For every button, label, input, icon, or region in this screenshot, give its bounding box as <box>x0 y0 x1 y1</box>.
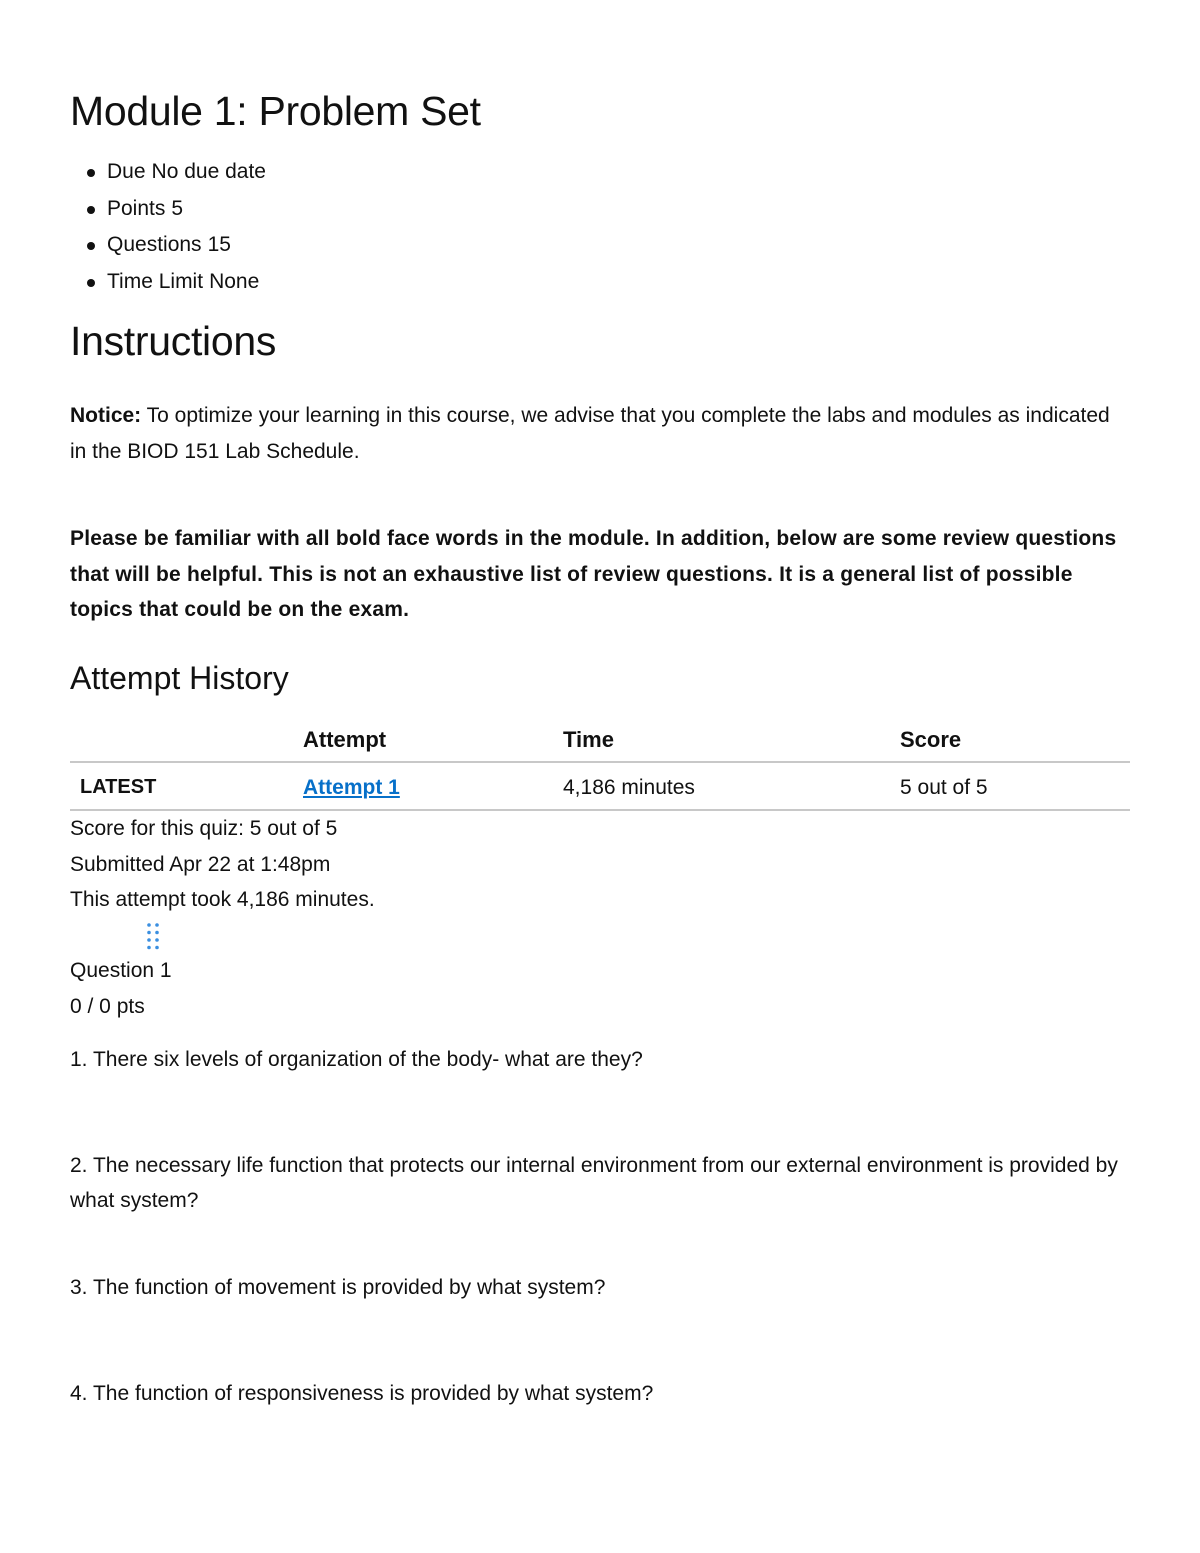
meta-points <box>70 191 266 228</box>
meta-due <box>70 154 266 191</box>
page-title: Module 1: Problem Set <box>70 88 481 134</box>
meta-value: 5 <box>171 196 184 220</box>
attempt-time: 4,186 minutes <box>563 776 695 799</box>
drag-handle-icon[interactable] <box>146 922 160 950</box>
question-item: 1. There six levels of organization of the body- what are they? <box>70 1048 643 1071</box>
notice-paragraph <box>70 398 1130 470</box>
column-header-score: Score <box>900 727 962 752</box>
review-note-paragraph: Please be familiar with all bold face words in the module. In addition, below are some review questions that will be helpful. This is not an exhaustive list of review questions. It is a general list of possible topics that could be on the exam. <box>70 527 1117 621</box>
question-points: 0 / 0 pts <box>70 994 145 1018</box>
meta-label: Due <box>107 160 146 183</box>
question-header <box>70 953 172 1024</box>
question-item: 4. The function of responsiveness is provided by what system? <box>70 1382 654 1405</box>
meta-value: 15 <box>207 233 231 257</box>
table-header-row <box>70 718 1130 763</box>
attempt-1-link[interactable]: Attempt 1 <box>303 776 400 799</box>
submitted-text: Submitted Apr 22 at 1:48pm <box>70 852 331 876</box>
latest-badge: LATEST <box>80 776 157 798</box>
quiz-meta-list <box>70 154 266 301</box>
question-title: Question 1 <box>70 959 172 982</box>
question-item: 3. The function of movement is provided by what system? <box>70 1276 606 1299</box>
meta-label: Time Limit <box>107 270 204 294</box>
attempt-score: 5 out of 5 <box>900 776 988 799</box>
question-item: 2. The necessary life function that protects our internal environment from our external environment is provided by what system? <box>70 1154 1118 1212</box>
attempt-duration-text: This attempt took 4,186 minutes. <box>70 888 375 912</box>
quiz-score-text: Score for this quiz: 5 out of 5 <box>70 817 338 840</box>
notice-label: Notice: <box>70 404 142 427</box>
column-header-attempt: Attempt <box>303 727 387 752</box>
column-header-time: Time <box>563 727 614 752</box>
meta-label: Points <box>107 196 166 220</box>
meta-label: Questions <box>107 233 202 257</box>
meta-value: None <box>209 270 260 294</box>
meta-value: No due date <box>151 160 266 183</box>
table-row <box>70 763 1130 811</box>
meta-questions <box>70 227 266 264</box>
notice-text: To optimize your learning in this course, we advise that you complete the labs and modules as indicated in the BIOD 151 Lab Schedule. <box>70 404 1110 463</box>
attempt-history-heading: Attempt History <box>70 660 289 696</box>
instructions-heading: Instructions <box>70 318 277 364</box>
meta-time-limit <box>70 264 266 301</box>
attempt-history-table <box>70 718 1130 811</box>
attempt-summary <box>70 811 375 918</box>
